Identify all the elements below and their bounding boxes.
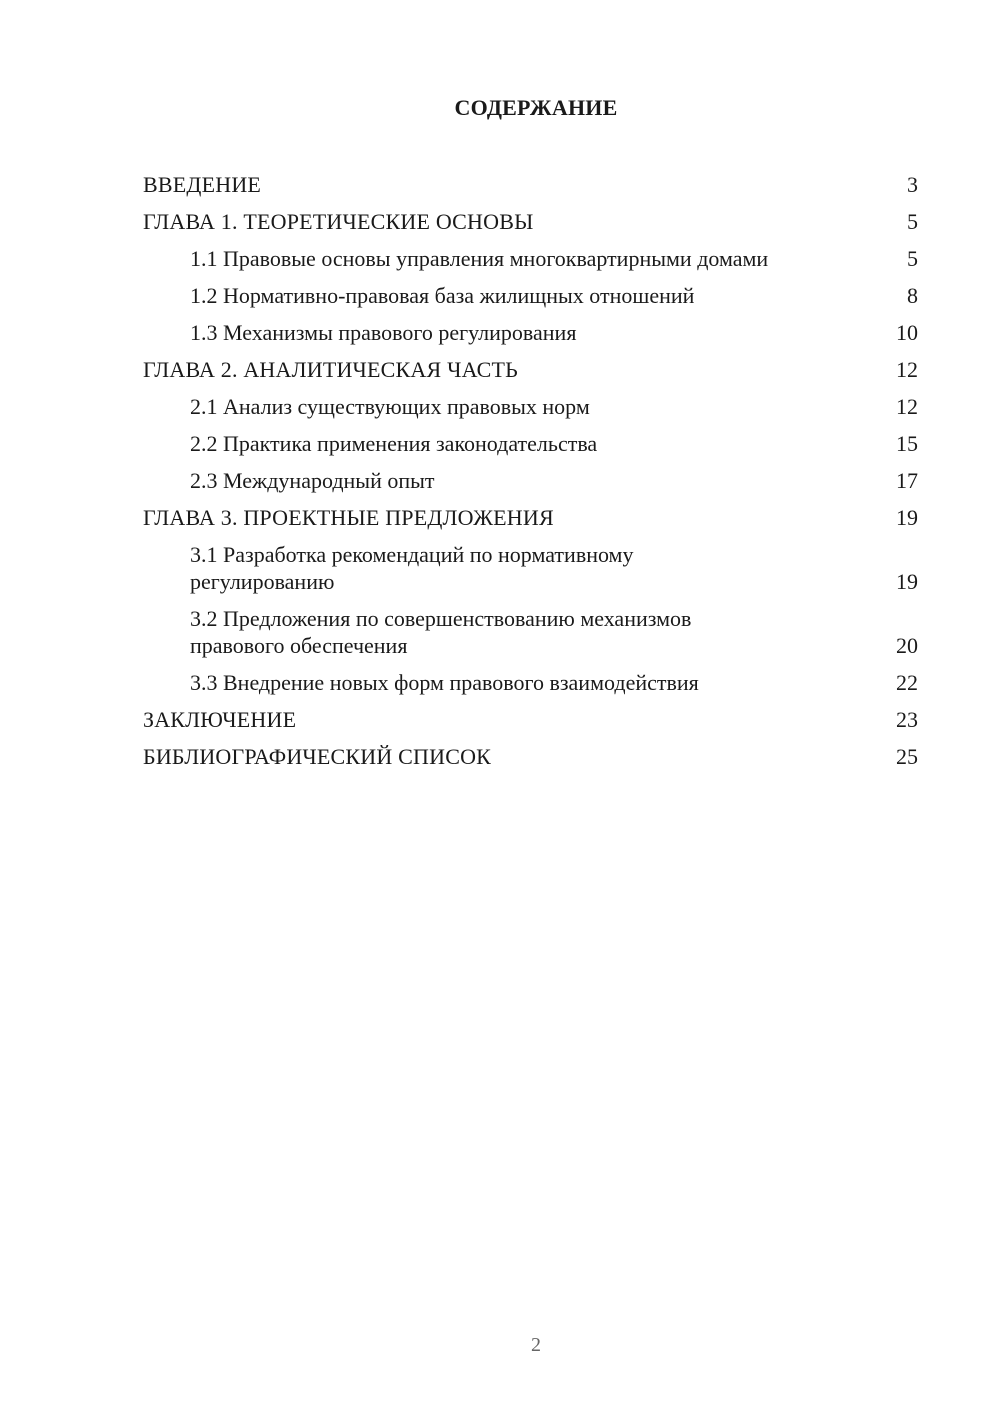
toc-entry-label: ВВЕДЕНИЕ [143,172,262,197]
toc-entry-label: ЗАКЛЮЧЕНИЕ [143,707,297,732]
toc-entry-page: 5 [907,209,918,234]
toc-entry-page: 19 [896,505,918,530]
toc-entry-label: ГЛАВА 2. АНАЛИТИЧЕСКАЯ ЧАСТЬ [143,357,518,382]
toc-entry-section-1-1[interactable] [143,240,918,277]
toc-entry-page: 20 [896,633,918,658]
toc-entry-section-2-1[interactable] [143,388,918,425]
toc-entry-label: ГЛАВА 3. ПРОЕКТНЫЕ ПРЕДЛОЖЕНИЯ [143,505,554,530]
toc-entry-label: 1.2 Нормативно-правовая база жилищных отношений [190,283,695,308]
toc-entry-section-3-2[interactable] [143,600,918,664]
toc-entry-page: 19 [896,569,918,594]
toc-entry-section-2-2[interactable] [143,425,918,462]
toc-entry-label: БИБЛИОГРАФИЧЕСКИЙ СПИСОК [143,744,492,769]
toc-entry-page: 17 [896,468,918,493]
toc-entry-label: 1.3 Механизмы правового регулирования [190,320,577,345]
toc-entry-section-1-3[interactable] [143,314,918,351]
toc-entry-page: 23 [896,707,918,732]
toc-entry-label: 2.2 Практика применения законодательства [190,431,598,456]
toc-entry-page: 5 [907,246,918,271]
toc-entry-label: 1.1 Правовые основы управления многоквартирными домами [190,246,769,271]
toc-entry-introduction[interactable] [143,166,918,203]
toc-entry-section-3-1[interactable] [143,536,918,600]
toc-entry-bibliography[interactable] [143,738,918,775]
toc-entry-label: 2.3 Международный опыт [190,468,435,493]
toc-entry-label: 3.1 Разработка рекомендаций по нормативному регулированию [190,542,634,594]
toc-entry-page: 8 [907,283,918,308]
toc-entry-page: 12 [896,357,918,382]
toc-entry-page: 10 [896,320,918,345]
toc-entry-section-1-2[interactable] [143,277,918,314]
toc-entry-page: 22 [896,670,918,695]
page-title: СОДЕРЖАНИЕ [454,95,618,120]
table-of-contents [143,166,918,775]
toc-entry-page: 25 [896,744,918,769]
toc-entry-page: 12 [896,394,918,419]
toc-entry-page: 3 [907,172,918,197]
toc-entry-label: ГЛАВА 1. ТЕОРЕТИЧЕСКИЕ ОСНОВЫ [143,209,534,234]
toc-entry-page: 15 [896,431,918,456]
toc-entry-section-3-3[interactable] [143,664,918,701]
toc-entry-section-2-3[interactable] [143,462,918,499]
toc-entry-label: 2.1 Анализ существующих правовых норм [190,394,590,419]
toc-entry-chapter-1[interactable] [143,203,918,240]
toc-entry-label: 3.3 Внедрение новых форм правового взаимодействия [190,670,699,695]
toc-entry-chapter-2[interactable] [143,351,918,388]
toc-entry-conclusion[interactable] [143,701,918,738]
toc-entry-chapter-3[interactable] [143,499,918,536]
page-number: 2 [531,1334,541,1356]
toc-entry-label: 3.2 Предложения по совершенствованию механизмов правового обеспечения [190,606,692,658]
